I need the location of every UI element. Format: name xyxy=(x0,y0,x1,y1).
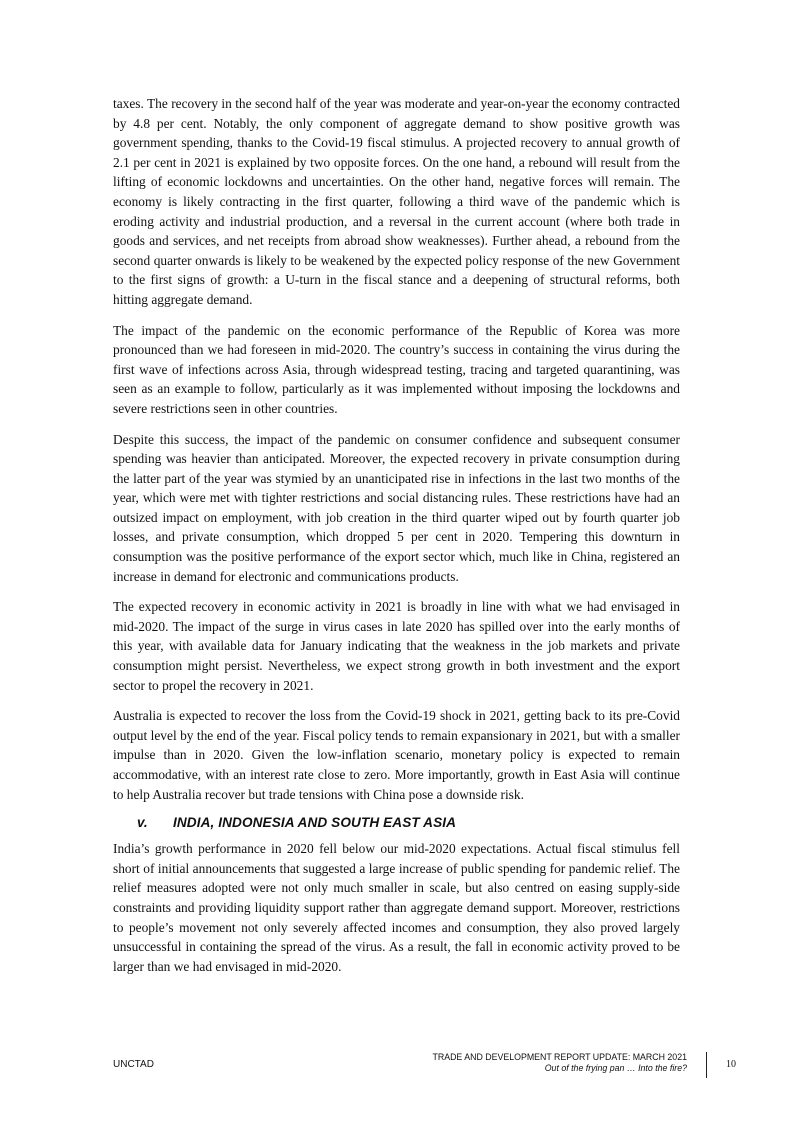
footer-org: UNCTAD xyxy=(113,1059,154,1070)
section-heading xyxy=(137,815,680,830)
paragraph-korea-consumption: Despite this success, the impact of the pandemic on consumer confidence and subsequent consumer spending was heavier than anticipated. Moreover, the expected recovery in private consumption during the latter part of the year was stymied by an unanticipated rise in infections in the last two months of the year, which were met with tighter restrictions and social distancing rules. These restrictions have had an outsized impact on employment, with job creation in the third quarter wiped out by fourth quarter job losses, and private consumption, which dropped 5 per cent in 2020. Tempering this downturn in consumption was the positive performance of the export sector which, much like in China, registered an increase in demand for electronic and communications products. xyxy=(113,431,680,584)
footer-report-info xyxy=(432,1052,687,1074)
paragraph-japan-outlook: taxes. The recovery in the second half of the year was moderate and year-on-year the economy contracted by 4.8 per cent. Notably, the only component of aggregate demand to show positive growth was government spending, thanks to the Covid-19 fiscal stimulus. A projected recovery to annual growth of 2.1 per cent in 2021 is explained by two opposite forces. On the one hand, a rebound will result from the lifting of economic lockdowns and uncertainties. On the other hand, negative forces will remain. The economy is likely contracting in the first quarter, following a third wave of the pandemic which is eroding activity and industrial production, and a reversal in the current account (where both trade in goods and services, and net receipts from abroad show weaknesses). Further ahead, a rebound from the second quarter onwards is likely to be weakened by the expected policy response of the new Government to the first signs of growth: a U-turn in the fiscal stance and a deepening of structural reforms, both hitting aggregate demand. xyxy=(113,96,680,307)
paragraph-korea-recovery: The expected recovery in economic activity in 2021 is broadly in line with what we had envisaged in mid-2020. The impact of the surge in virus cases in late 2020 has spilled over into the early months of this year, with available data for January indicating that the weakness in the job markets and private consumption might persist. Nevertheless, we expect strong growth in both investment and the export sector to propel the recovery in 2021. xyxy=(113,599,680,693)
paragraph-korea-impact: The impact of the pandemic on the economic performance of the Republic of Korea was more pronounced than we had foreseen in mid-2020. The country’s success in containing the virus during the first wave of infections across Asia, through widespread testing, tracing and targeted quarantining, was seen as an example to follow, particularly as it was implemented without imposing the lockdowns and severe restrictions seen in other countries. xyxy=(113,322,680,416)
section-number: v. xyxy=(137,815,148,831)
section-title: INDIA, INDONESIA AND SOUTH EAST ASIA xyxy=(173,815,457,831)
page-number: 10 xyxy=(726,1059,736,1070)
paragraph-india: India’s growth performance in 2020 fell below our mid-2020 expectations. Actual fiscal stimulus fell short of initial announcements that suggested a large increase of public spending for pandemic relief. The relief measures adopted were not only much smaller in scale, but also centred on easing supply-side constraints and providing liquidity support rather than aggregate demand support. Moreover, restrictions to people’s movement not only severely affected incomes and consumption, they also proved largely unsuccessful in containing the spread of the virus. As a result, the fall in economic activity proved to be larger than we had envisaged in mid-2020. xyxy=(113,841,680,974)
footer-report-title: TRADE AND DEVELOPMENT REPORT UPDATE: MARCH 2021 xyxy=(432,1052,687,1062)
footer-report-subtitle: Out of the frying pan … Into the fire? xyxy=(544,1063,687,1073)
footer-divider xyxy=(706,1052,707,1078)
paragraph-australia: Australia is expected to recover the loss from the Covid-19 shock in 2021, getting back to its pre-Covid output level by the end of the year. Fiscal policy tends to remain expansionary in 2021, but with a smaller impulse than in 2020. Given the low-inflation scenario, monetary policy is expected to remain accommodative, with an interest rate close to zero. More importantly, growth in East Asia will continue to help Australia recover but trade tensions with China pose a downside risk. xyxy=(113,708,680,802)
document-body xyxy=(113,94,680,987)
